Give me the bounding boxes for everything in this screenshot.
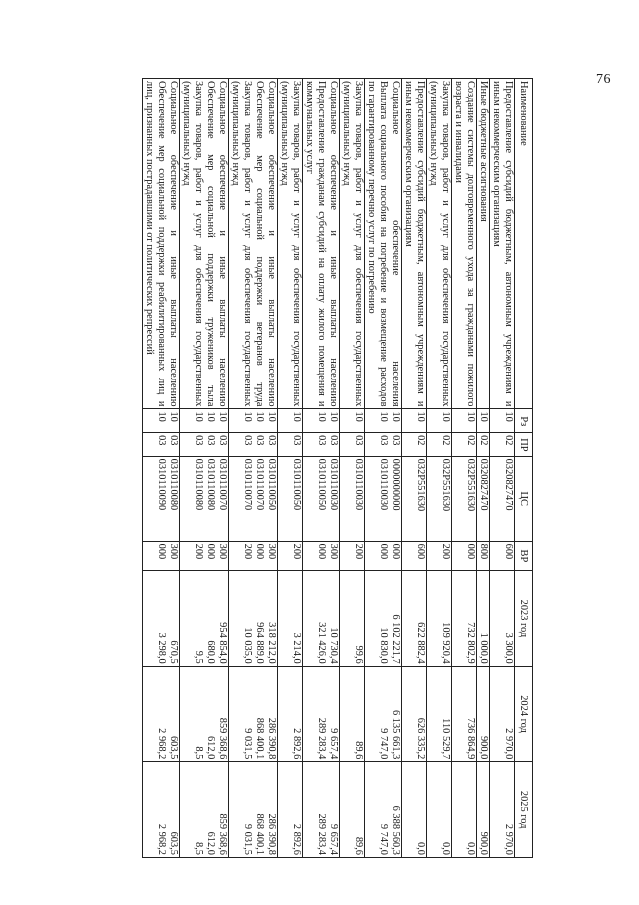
cell-2025-value: 2 970,0 bbox=[503, 823, 514, 855]
cell-name bbox=[229, 79, 278, 409]
table-row bbox=[402, 79, 427, 858]
header-2024: 2024 год bbox=[515, 666, 533, 762]
cell-2025-value: 2 968,2 bbox=[156, 823, 167, 855]
cell-2023-value: 3 300,0 bbox=[503, 632, 514, 664]
cell-cs-value: 0310110090 bbox=[156, 458, 167, 511]
name-line: иным некоммерческим организациям bbox=[403, 81, 414, 247]
cell-cs bbox=[340, 456, 365, 541]
table-row bbox=[143, 79, 180, 858]
table-body bbox=[143, 79, 515, 858]
cell-vr-value: 300 bbox=[217, 543, 228, 560]
cell-vr bbox=[477, 541, 490, 571]
cell-cs-value: 032P551630 bbox=[415, 458, 426, 512]
cell-rz bbox=[452, 409, 477, 433]
cell-2023-value: 10 730,4 bbox=[328, 627, 339, 664]
cell-2025 bbox=[180, 762, 229, 858]
cell-2024 bbox=[340, 666, 365, 762]
table-row bbox=[452, 79, 477, 858]
name-line: Социальное обеспечение и иные выплаты населению bbox=[328, 81, 339, 407]
cell-rz-value: 10 bbox=[415, 411, 426, 422]
cell-cs bbox=[490, 456, 515, 541]
cell-pr bbox=[402, 433, 427, 457]
cell-2025-value: 289 283,4 bbox=[316, 813, 327, 855]
cell-cs-value: 0310110070 bbox=[254, 458, 265, 511]
cell-pr bbox=[143, 433, 180, 457]
header-rz: Рз bbox=[515, 409, 533, 433]
cell-pr-value: 03 bbox=[328, 435, 339, 446]
cell-2023 bbox=[365, 571, 402, 667]
cell-name bbox=[477, 79, 490, 409]
cell-2025 bbox=[143, 762, 180, 858]
cell-2025 bbox=[490, 762, 515, 858]
cell-2023 bbox=[303, 571, 340, 667]
cell-pr-value: 03 bbox=[156, 435, 167, 446]
cell-vr bbox=[278, 541, 303, 571]
cell-2025 bbox=[278, 762, 303, 858]
cell-cs bbox=[427, 456, 452, 541]
cell-rz-value: 10 bbox=[465, 411, 476, 422]
cell-2025-value: 8,5 bbox=[193, 842, 204, 855]
cell-2024-value: 9 031,5 bbox=[242, 728, 253, 760]
cell-2025-value: 868 400,1 bbox=[254, 813, 265, 855]
cell-rz-value: 10 bbox=[316, 411, 327, 422]
cell-pr-value: 03 bbox=[205, 435, 216, 446]
cell-rz-value: 10 bbox=[378, 411, 389, 422]
cell-pr-value: 03 bbox=[242, 435, 253, 446]
cell-2023-value: 680,0 bbox=[205, 640, 216, 664]
cell-pr-value: 02 bbox=[440, 435, 451, 446]
cell-2024-value: 859 368,6 bbox=[217, 717, 228, 760]
cell-2025-value: 612,0 bbox=[205, 831, 216, 855]
cell-pr-value: 03 bbox=[378, 435, 389, 446]
cell-2024-value: 736 864,9 bbox=[465, 717, 476, 760]
name-line: возраста и инвалидами bbox=[453, 81, 464, 183]
budget-table bbox=[142, 78, 533, 858]
cell-cs-value: 032P551630 bbox=[465, 458, 476, 512]
cell-2023-value: 9,5 bbox=[193, 650, 204, 664]
cell-2024 bbox=[278, 666, 303, 762]
cell-rz bbox=[278, 409, 303, 433]
name-line: Социальное обеспечение населения bbox=[390, 81, 401, 407]
cell-2023 bbox=[143, 571, 180, 667]
cell-rz-value: 10 bbox=[503, 411, 514, 422]
cell-pr bbox=[365, 433, 402, 457]
cell-2023 bbox=[490, 571, 515, 667]
name-line: Закупка товаров, работ и услуг для обеспечения государственных bbox=[193, 81, 204, 407]
header-vr: ВР bbox=[515, 541, 533, 571]
cell-cs-value: 0310110050 bbox=[291, 458, 302, 511]
cell-2023-value: 109 920,4 bbox=[440, 622, 451, 664]
cell-rz-value: 10 bbox=[291, 411, 302, 422]
cell-cs bbox=[143, 456, 180, 541]
cell-pr-value: 03 bbox=[254, 435, 265, 446]
cell-2025 bbox=[303, 762, 340, 858]
cell-2023 bbox=[452, 571, 477, 667]
header-pr: ПР bbox=[515, 433, 533, 457]
cell-rz-value: 10 bbox=[254, 411, 265, 422]
cell-2025-value: 603,5 bbox=[168, 831, 179, 855]
cell-2024-value: 9 747,0 bbox=[378, 728, 389, 760]
cell-2025-value: 0,0 bbox=[465, 842, 476, 855]
name-line: Закупка товаров, работ и услуг для обеспечения государственных bbox=[242, 81, 253, 407]
table-header-row bbox=[515, 79, 533, 858]
cell-rz-value: 10 bbox=[193, 411, 204, 422]
cell-rz-value: 10 bbox=[390, 411, 401, 422]
cell-2025-value: 0,0 bbox=[415, 842, 426, 855]
cell-cs-value: 0000000000 bbox=[390, 458, 401, 511]
cell-vr-value: 200 bbox=[291, 543, 302, 560]
cell-cs-value: 0310110050 bbox=[266, 458, 277, 511]
cell-2024 bbox=[180, 666, 229, 762]
cell-cs bbox=[365, 456, 402, 541]
cell-2023-value: 3 298,0 bbox=[156, 632, 167, 664]
cell-2023-value: 622 882,4 bbox=[415, 622, 426, 664]
cell-2023-value: 99,6 bbox=[353, 645, 364, 664]
name-line: Закупка товаров, работ и услуг для обеспечения государственных bbox=[440, 81, 451, 407]
cell-cs-value: 0310110080 bbox=[168, 458, 179, 511]
cell-rz-value: 10 bbox=[353, 411, 364, 422]
cell-2024-value: 612,0 bbox=[205, 735, 216, 760]
header-2025: 2025 год bbox=[515, 762, 533, 858]
cell-rz bbox=[340, 409, 365, 433]
name-line: (муниципальных) нужд bbox=[279, 81, 290, 186]
cell-2023-value: 964 889,0 bbox=[254, 622, 265, 664]
cell-cs-value: 0310110030 bbox=[353, 458, 364, 511]
name-line: Закупка товаров, работ и услуг для обеспечения государственных bbox=[291, 81, 302, 407]
cell-2025 bbox=[340, 762, 365, 858]
cell-pr-value: 03 bbox=[316, 435, 327, 446]
cell-2023-value: 670,5 bbox=[168, 640, 179, 664]
cell-cs bbox=[477, 456, 490, 541]
name-line: Закупка товаров, работ и услуг для обеспечения государственных bbox=[353, 81, 364, 407]
cell-rz-value: 10 bbox=[266, 411, 277, 422]
cell-2025-value: 859 368,6 bbox=[217, 813, 228, 855]
cell-pr-value: 03 bbox=[193, 435, 204, 446]
cell-name bbox=[452, 79, 477, 409]
cell-rz-value: 10 bbox=[156, 411, 167, 422]
cell-name bbox=[303, 79, 340, 409]
cell-vr-value: 000 bbox=[390, 543, 401, 560]
cell-cs bbox=[278, 456, 303, 541]
name-line: (муниципальных) нужд bbox=[181, 81, 192, 186]
cell-rz-value: 10 bbox=[217, 411, 228, 422]
cell-2023-value: 321 426,0 bbox=[316, 622, 327, 664]
cell-cs-value: 0310110070 bbox=[217, 458, 228, 511]
cell-rz-value: 10 bbox=[205, 411, 216, 422]
name-line: лиц, признанных пострадавшими от политических репрессий bbox=[144, 81, 155, 355]
cell-pr bbox=[427, 433, 452, 457]
cell-2023-value: 10 830,0 bbox=[378, 627, 389, 664]
name-line: Социальное обеспечение и иные выплаты населению bbox=[168, 81, 179, 407]
cell-2024 bbox=[229, 666, 278, 762]
cell-name bbox=[340, 79, 365, 409]
cell-2024-value: 110 529,7 bbox=[440, 718, 451, 760]
cell-2023-value: 6 102 221,7 bbox=[390, 614, 401, 664]
cell-pr bbox=[229, 433, 278, 457]
name-line: (муниципальных) нужд bbox=[428, 81, 439, 186]
cell-2023-value: 318 212,0 bbox=[266, 622, 277, 664]
cell-2025-value: 900,0 bbox=[478, 831, 489, 855]
cell-rz-value: 10 bbox=[478, 411, 489, 422]
cell-vr-value: 000 bbox=[465, 543, 476, 560]
cell-vr-value: 800 bbox=[478, 543, 489, 560]
cell-name bbox=[143, 79, 180, 409]
cell-cs bbox=[229, 456, 278, 541]
cell-cs-value: 0310110080 bbox=[205, 458, 216, 511]
cell-2023-value: 732 802,9 bbox=[465, 622, 476, 664]
cell-vr bbox=[229, 541, 278, 571]
table-row bbox=[278, 79, 303, 858]
cell-pr-value: 02 bbox=[415, 435, 426, 446]
cell-2025 bbox=[452, 762, 477, 858]
cell-vr-value: 300 bbox=[168, 543, 179, 560]
cell-rz bbox=[229, 409, 278, 433]
cell-2025 bbox=[402, 762, 427, 858]
cell-2025 bbox=[477, 762, 490, 858]
cell-rz bbox=[490, 409, 515, 433]
cell-pr-value: 02 bbox=[465, 435, 476, 446]
cell-name bbox=[278, 79, 303, 409]
cell-vr bbox=[452, 541, 477, 571]
cell-2024-value: 2 970,0 bbox=[503, 728, 514, 760]
name-line: Социальное обеспечение и иные выплаты населению bbox=[217, 81, 228, 407]
name-line: иным некоммерческим организациям bbox=[491, 81, 502, 247]
cell-2023 bbox=[278, 571, 303, 667]
cell-vr-value: 000 bbox=[254, 543, 265, 560]
cell-pr bbox=[340, 433, 365, 457]
cell-2024 bbox=[402, 666, 427, 762]
name-line: Социальное обеспечение и иные выплаты населению bbox=[266, 81, 277, 407]
name-line: Создание системы долговременного ухода за гражданами пожилого bbox=[465, 81, 476, 407]
cell-2024 bbox=[143, 666, 180, 762]
cell-cs bbox=[402, 456, 427, 541]
cell-rz bbox=[477, 409, 490, 433]
cell-2025 bbox=[365, 762, 402, 858]
cell-2025 bbox=[229, 762, 278, 858]
cell-pr bbox=[477, 433, 490, 457]
rotated-table-container bbox=[113, 78, 533, 858]
cell-2025 bbox=[427, 762, 452, 858]
cell-vr-value: 000 bbox=[378, 543, 389, 560]
cell-cs bbox=[452, 456, 477, 541]
header-2023: 2023 год bbox=[515, 571, 533, 667]
cell-rz bbox=[143, 409, 180, 433]
cell-2025-value: 9 657,4 bbox=[328, 823, 339, 855]
cell-vr-value: 200 bbox=[193, 543, 204, 560]
cell-pr-value: 02 bbox=[478, 435, 489, 446]
cell-2025-value: 6 388 560,3 bbox=[390, 805, 401, 855]
cell-2023 bbox=[427, 571, 452, 667]
name-line: Предоставление гражданам субсидий на оплату жилого помещения и bbox=[316, 81, 327, 407]
cell-2023-value: 3 214,0 bbox=[291, 632, 302, 664]
cell-2025-value: 0,0 bbox=[440, 842, 451, 855]
cell-2023 bbox=[477, 571, 490, 667]
cell-2023-value: 954 854,0 bbox=[217, 622, 228, 664]
cell-cs-value: 0310110080 bbox=[193, 458, 204, 511]
cell-2024 bbox=[427, 666, 452, 762]
cell-vr-value: 300 bbox=[328, 543, 339, 560]
cell-vr bbox=[402, 541, 427, 571]
page-number: 76 bbox=[596, 72, 611, 87]
cell-rz bbox=[180, 409, 229, 433]
cell-2023 bbox=[340, 571, 365, 667]
cell-rz-value: 10 bbox=[328, 411, 339, 422]
cell-2025-value: 2 892,6 bbox=[291, 823, 302, 855]
cell-2024-value: 9 657,4 bbox=[328, 728, 339, 760]
name-line: Предоставление субсидий бюджетным, автономным учреждениям и bbox=[415, 81, 426, 407]
cell-pr-value: 03 bbox=[217, 435, 228, 446]
name-line: коммунальных услуг bbox=[304, 81, 315, 174]
cell-vr bbox=[365, 541, 402, 571]
cell-name bbox=[427, 79, 452, 409]
cell-rz bbox=[365, 409, 402, 433]
cell-2023 bbox=[180, 571, 229, 667]
cell-2024-value: 89,6 bbox=[353, 741, 364, 760]
cell-2023-value: 1 000,0 bbox=[478, 632, 489, 664]
cell-vr-value: 300 bbox=[266, 543, 277, 560]
cell-cs-value: 0310110070 bbox=[242, 458, 253, 511]
cell-cs-value: 0310110030 bbox=[378, 458, 389, 511]
cell-cs bbox=[180, 456, 229, 541]
cell-2024-value: 286 390,8 bbox=[266, 717, 277, 760]
cell-2023 bbox=[229, 571, 278, 667]
table-row bbox=[180, 79, 229, 858]
cell-2023 bbox=[402, 571, 427, 667]
cell-name bbox=[365, 79, 402, 409]
name-line: Обеспечение мер социальной поддержки тружеников тыла bbox=[205, 81, 216, 407]
cell-2024-value: 8,5 bbox=[193, 746, 204, 760]
cell-pr bbox=[303, 433, 340, 457]
cell-2024-value: 626 335,2 bbox=[415, 717, 426, 760]
cell-cs bbox=[303, 456, 340, 541]
cell-vr-value: 000 bbox=[205, 543, 216, 560]
cell-pr-value: 03 bbox=[291, 435, 302, 446]
cell-2024-value: 6 135 661,3 bbox=[390, 709, 401, 760]
header-cs: ЦС bbox=[515, 456, 533, 541]
table-row bbox=[340, 79, 365, 858]
cell-vr-value: 200 bbox=[242, 543, 253, 560]
cell-2024 bbox=[477, 666, 490, 762]
cell-vr bbox=[427, 541, 452, 571]
cell-name bbox=[402, 79, 427, 409]
cell-vr bbox=[490, 541, 515, 571]
cell-pr-value: 03 bbox=[353, 435, 364, 446]
cell-rz bbox=[427, 409, 452, 433]
cell-cs-value: 0320827470 bbox=[478, 458, 489, 511]
cell-rz bbox=[303, 409, 340, 433]
cell-vr bbox=[180, 541, 229, 571]
cell-vr-value: 600 bbox=[415, 543, 426, 560]
cell-2024 bbox=[303, 666, 340, 762]
cell-2024-value: 289 283,4 bbox=[316, 717, 327, 760]
cell-2025-value: 9 031,5 bbox=[242, 823, 253, 855]
cell-2024-value: 603,5 bbox=[168, 735, 179, 760]
cell-pr bbox=[452, 433, 477, 457]
cell-2023-value: 10 035,0 bbox=[242, 627, 253, 664]
table-row bbox=[477, 79, 490, 858]
cell-vr bbox=[143, 541, 180, 571]
cell-cs-value: 032P551630 bbox=[440, 458, 451, 512]
cell-name bbox=[180, 79, 229, 409]
cell-vr-value: 200 bbox=[353, 543, 364, 560]
cell-name bbox=[490, 79, 515, 409]
cell-vr-value: 000 bbox=[156, 543, 167, 560]
table-row bbox=[365, 79, 402, 858]
cell-pr-value: 03 bbox=[266, 435, 277, 446]
cell-vr bbox=[340, 541, 365, 571]
cell-vr-value: 600 bbox=[503, 543, 514, 560]
name-line: Выплата социального пособия на погребение и возмещение расходов bbox=[378, 81, 389, 407]
cell-vr-value: 200 bbox=[440, 543, 451, 560]
cell-rz bbox=[402, 409, 427, 433]
cell-2024-value: 2 892,6 bbox=[291, 728, 302, 760]
cell-rz-value: 10 bbox=[168, 411, 179, 422]
cell-rz-value: 10 bbox=[242, 411, 253, 422]
table-row bbox=[427, 79, 452, 858]
cell-vr-value: 000 bbox=[316, 543, 327, 560]
cell-2024 bbox=[365, 666, 402, 762]
cell-2025-value: 9 747,0 bbox=[378, 823, 389, 855]
name-line: Предоставление субсидий бюджетным, автономным учреждениям и bbox=[503, 81, 514, 407]
cell-cs-value: 0320827470 bbox=[503, 458, 514, 511]
table-row bbox=[303, 79, 340, 858]
cell-2024 bbox=[452, 666, 477, 762]
cell-2025-value: 286 390,8 bbox=[266, 813, 277, 855]
cell-pr-value: 03 bbox=[390, 435, 401, 446]
header-name: Наименование bbox=[515, 79, 533, 409]
name-line: Обеспечение мер социальной поддержки ветеранов труда bbox=[254, 81, 265, 407]
cell-2024-value: 2 968,2 bbox=[156, 728, 167, 760]
cell-cs-value: 0310110050 bbox=[316, 458, 327, 511]
name-line: Иные бюджетные ассигнования bbox=[478, 81, 489, 222]
cell-2025-value: 89,6 bbox=[353, 836, 364, 855]
cell-pr bbox=[490, 433, 515, 457]
table-row bbox=[490, 79, 515, 858]
table-row bbox=[229, 79, 278, 858]
cell-2024-value: 868 400,1 bbox=[254, 717, 265, 760]
cell-pr bbox=[278, 433, 303, 457]
cell-pr bbox=[180, 433, 229, 457]
name-line: по гарантированному перечню услуг по погребению bbox=[366, 81, 377, 314]
cell-cs-value: 0310110030 bbox=[328, 458, 339, 511]
name-line: Обеспечение мер социальной поддержки реабилитированных лиц и bbox=[156, 81, 167, 407]
cell-2024-value: 900,0 bbox=[478, 735, 489, 760]
cell-vr bbox=[303, 541, 340, 571]
cell-pr-value: 02 bbox=[503, 435, 514, 446]
name-line: (муниципальных) нужд bbox=[230, 81, 241, 186]
name-line: (муниципальных) нужд bbox=[341, 81, 352, 186]
cell-pr-value: 03 bbox=[168, 435, 179, 446]
cell-2024 bbox=[490, 666, 515, 762]
cell-rz-value: 10 bbox=[440, 411, 451, 422]
